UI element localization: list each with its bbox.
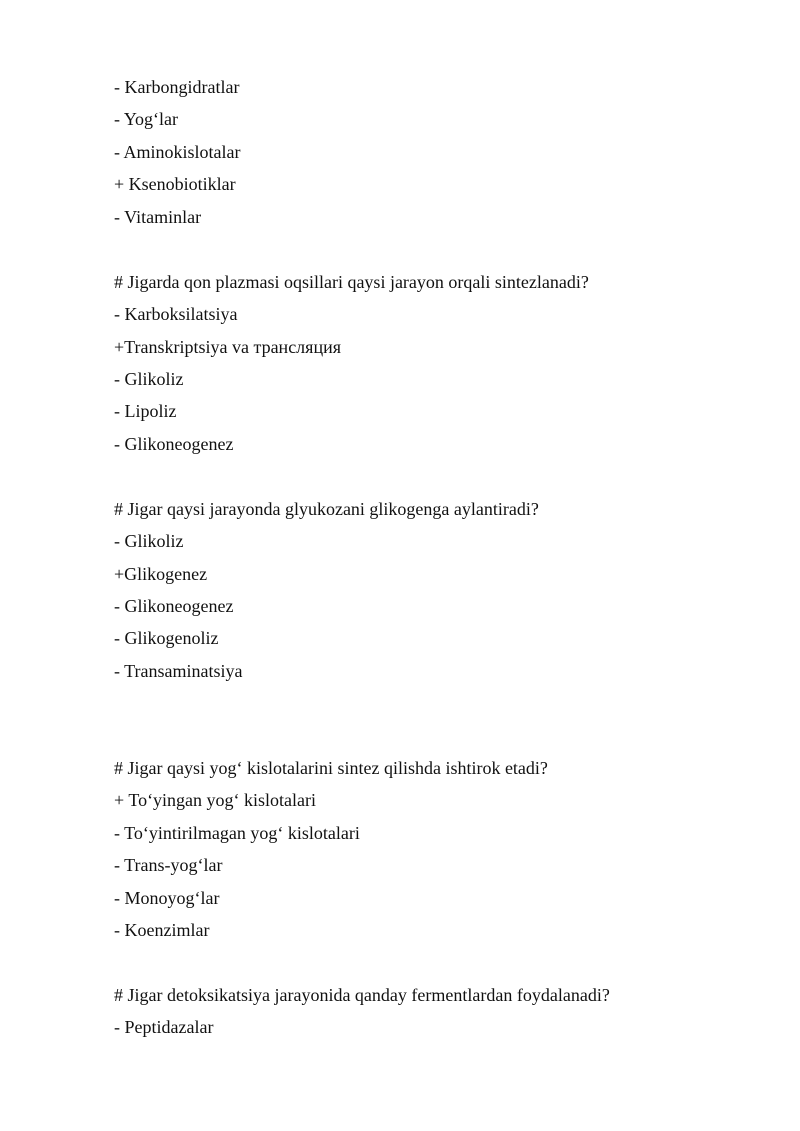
answer-option: - Transaminatsiya xyxy=(114,661,243,681)
answer-option: - Glikoliz xyxy=(114,369,184,389)
answer-option: - Koenzimlar xyxy=(114,920,210,940)
answer-option: - Peptidazalar xyxy=(114,1017,214,1037)
answer-option: - Glikoneogenez xyxy=(114,434,234,454)
correct-answer: + Ksenobiotiklar xyxy=(114,174,236,194)
question: # Jigar qaysi jarayonda glyukozani glikogenga aylantiradi? xyxy=(114,499,539,519)
question: # Jigar qaysi yog‘ kislotalarini sintez qilishda ishtirok etadi? xyxy=(114,758,548,778)
answer-option: - Lipoliz xyxy=(114,401,177,421)
question: # Jigarda qon plazmasi oqsillari qaysi jarayon orqali sintezlanadi? xyxy=(114,272,589,292)
answer-option: - Glikogenoliz xyxy=(114,628,219,648)
answer-option: - Trans-yog‘lar xyxy=(114,855,223,875)
correct-answer: +Glikogenez xyxy=(114,564,208,584)
answer-option: - Karbongidratlar xyxy=(114,77,240,97)
answer-option: - Yog‘lar xyxy=(114,109,179,129)
answer-option: - Monoyog‘lar xyxy=(114,888,220,908)
question: # Jigar detoksikatsiya jarayonida qanday fermentlardan foydalanadi? xyxy=(114,985,610,1005)
answer-option: - Vitaminlar xyxy=(114,207,202,227)
correct-answer: +Transkriptsiya va трансляция xyxy=(114,337,341,357)
answer-option: - Glikoneogenez xyxy=(114,596,234,616)
answer-option: - Karboksilatsiya xyxy=(114,304,238,324)
answer-option: - To‘yintirilmagan yog‘ kislotalari xyxy=(114,823,360,843)
answer-option: - Aminokislotalar xyxy=(114,142,241,162)
answer-option: - Glikoliz xyxy=(114,531,184,551)
correct-answer: + To‘yingan yog‘ kislotalari xyxy=(114,790,317,810)
